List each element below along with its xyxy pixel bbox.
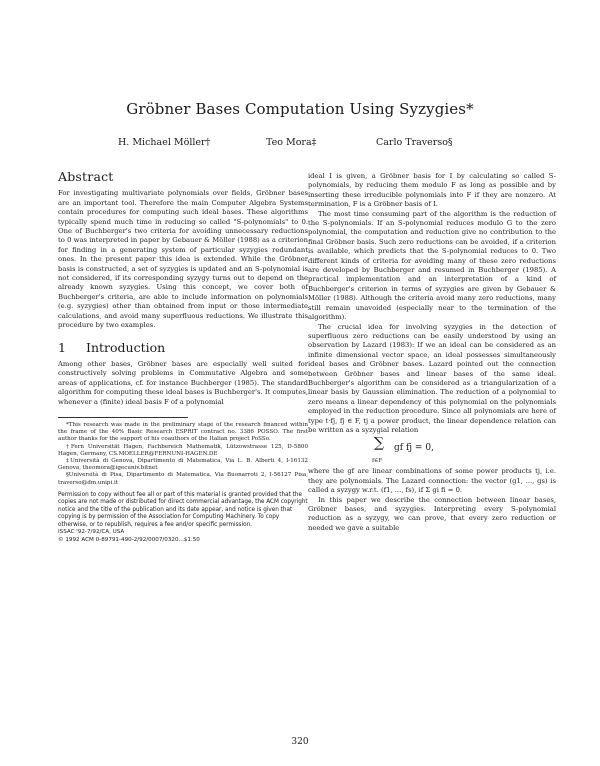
footnote-ddagger: ‡Università di Genova, Dipartimento di Matematica, Via L. B. Alberti 4, I-16132 Genova, theomora@igecuniv.bitnet [58, 457, 308, 472]
abstract-text: For investigating multivariate polynomials over fields, Gröbner bases are an important tool. Therefore the main Computer Algebra Systems contain procedures for computing such ideal bases. These algorithms typically spend much time in reducing so called "S-polynomials" to 0. One of Buchberger's two criteria for avoiding unnecessary reductions to 0 was interpreted in paper by Gebauer & Möller (1988) as a criterion for finding in a generating system of particular syzygies redundant ones. In the present paper this idea is extended. While the Gröbner basis is constructed, a set of syzygies is updated and an S-polynomial is not considered, if its corresponding syzygy turns out to depend on the already known syzygies. Using this concept, we cover both of Buchberger's criteria, are able to include information on polynomials (e.g. syzygies) other than obtained from input or those intermediate calculations, and avoid many superfluous reductions. We illustrate this procedure by two examples. [58, 189, 308, 330]
paper-title: Gröbner Bases Computation Using Syzygies* [126, 100, 474, 118]
right-paragraph-3: The crucial idea for involving syzygies in the detection of superfluous zero reductions can be easily understood by using an observation by Lazard (1983): If we an ideal can be considered as an infinite dimensional vector space, an ideal possesses simultaneously ideal bases and Gröbner bases. Lazard pointed out the connection between Gröbner bases and linear bases of the same ideal. Buchberger's algorithm can be considered as a triangularization of a linear basis by Gaussian elimination. The reduction of a polynomial to zero means a linear dependency of this polynomial on the polynomials employed in the reduction procedure. Since all polynomials are here of type t·fj, fj ∈ F, tj a power product, the linear dependence relation can be written as a syzygial relation [308, 322, 556, 434]
formula-body: gf fj = 0, [394, 443, 434, 454]
footnotes [58, 417, 308, 487]
footnote-section: §Università di Pisa, Dipartimento di Matematica, Via Buonarroti 2, I-56127 Pisa, traverso@dm.unipi.it [58, 472, 308, 486]
syzygy-formula [308, 435, 556, 465]
page-number: 320 [291, 737, 309, 747]
author-moller: H. Michael Möller† [118, 137, 211, 148]
left-column [58, 169, 308, 544]
sum-symbol: ∑ [374, 435, 384, 452]
sum-subscript: f∈F [372, 458, 383, 465]
intro-heading [58, 339, 308, 355]
intro-title: Introduction [86, 339, 166, 355]
author-mora: Teo Mora‡ [266, 137, 317, 148]
right-paragraph-4: where the gf are linear combinations of some power products tj, i.e. they are polynomials. The Lazard connection: the vector (g1, ..., gs) is called a syzygy w.r.t. (f1, ..., fs), if Σ gi fi = 0. [308, 467, 556, 495]
right-paragraph-1: ideal I is given, a Gröbner basis for I by calculating so called S-polynomials, by reducing them modulo F as long as possible and by inserting these irreducible polynomials into F if they are nonzero. At termination, F is a Gröbner basis of I. [308, 172, 556, 209]
intro-number: 1 [58, 339, 66, 355]
intro-paragraph: Among other bases, Gröbner bases are especially well suited for constructively solving problems in Commutative Algebra and some areas of applications, cf. for instance Buchberger (1985). The standard algorithm for computing these ideal bases is Buchberger's. It computes, whenever a (finite) ideal basis F of a polynomial [58, 359, 308, 406]
right-paragraph-5: In this paper we describe the connection between linear bases, Gröbner bases, and syzygies. Interpreting every S-polynomial reduction as a syzygy, we can prove, that every zero reduction or needed we gave a suitable [308, 495, 556, 532]
right-column [308, 172, 556, 533]
footnote-star: *This research was made in the preliminary stage of the research financed within the frame of the 40% Basic Research ESPRIT contract no. 3386 POSSO. The first author thanks for the support of his coauthors of the Italian project PoSSo. [58, 421, 308, 443]
copyright-line: © 1992 ACM 0-89791-490-2/92/0007/0320...$1.50 [58, 536, 200, 543]
footnote-dagger: †Fern Universität Hagen, Fachbereich Mathematik, Lützowstrasse 125, D-5800 Hagen, Germany, CS.MOELLER@FERNUNI-HAGEN.DE [58, 443, 308, 457]
permission-notice: Permission to copy without fee all or part of this material is granted provided that the copies are not made or distributed for direct commercial advantage, the ACM copyright notice and the title of the publication and its date appear, and notice is given that copying is by permission of the Association for Computing Machinery. To copy otherwise, or to republish, requires a fee and/or specific permission. [58, 491, 308, 528]
abstract-heading: Abstract [58, 169, 114, 184]
right-paragraph-2: The most time consuming part of the algorithm is the reduction of the S-polynomials. If an S-polynomial reduces modulo G to the zero polynomial, the computation and reduction give no contribution to the final Gröbner basis. Such zero reductions can be avoided, if a criterion is available, which predicts that the S-polynomial reduces to 0. Two different kinds of criteria for avoiding many of these zero reductions are developed by Buchberger and resumed in Buchberger (1985). A practical implementation and an interpretation of a kind of Buchberger's criterion in terms of syzygies are given by Gebauer & Möller (1988). Although the criteria avoid many zero reductions, many still remain unavoided (especially near to the termination of the algorithm). [308, 209, 556, 322]
issac-line: ISSAC '92-7/92/CA, USA [58, 529, 125, 536]
author-traverso: Carlo Traverso§ [376, 137, 453, 148]
